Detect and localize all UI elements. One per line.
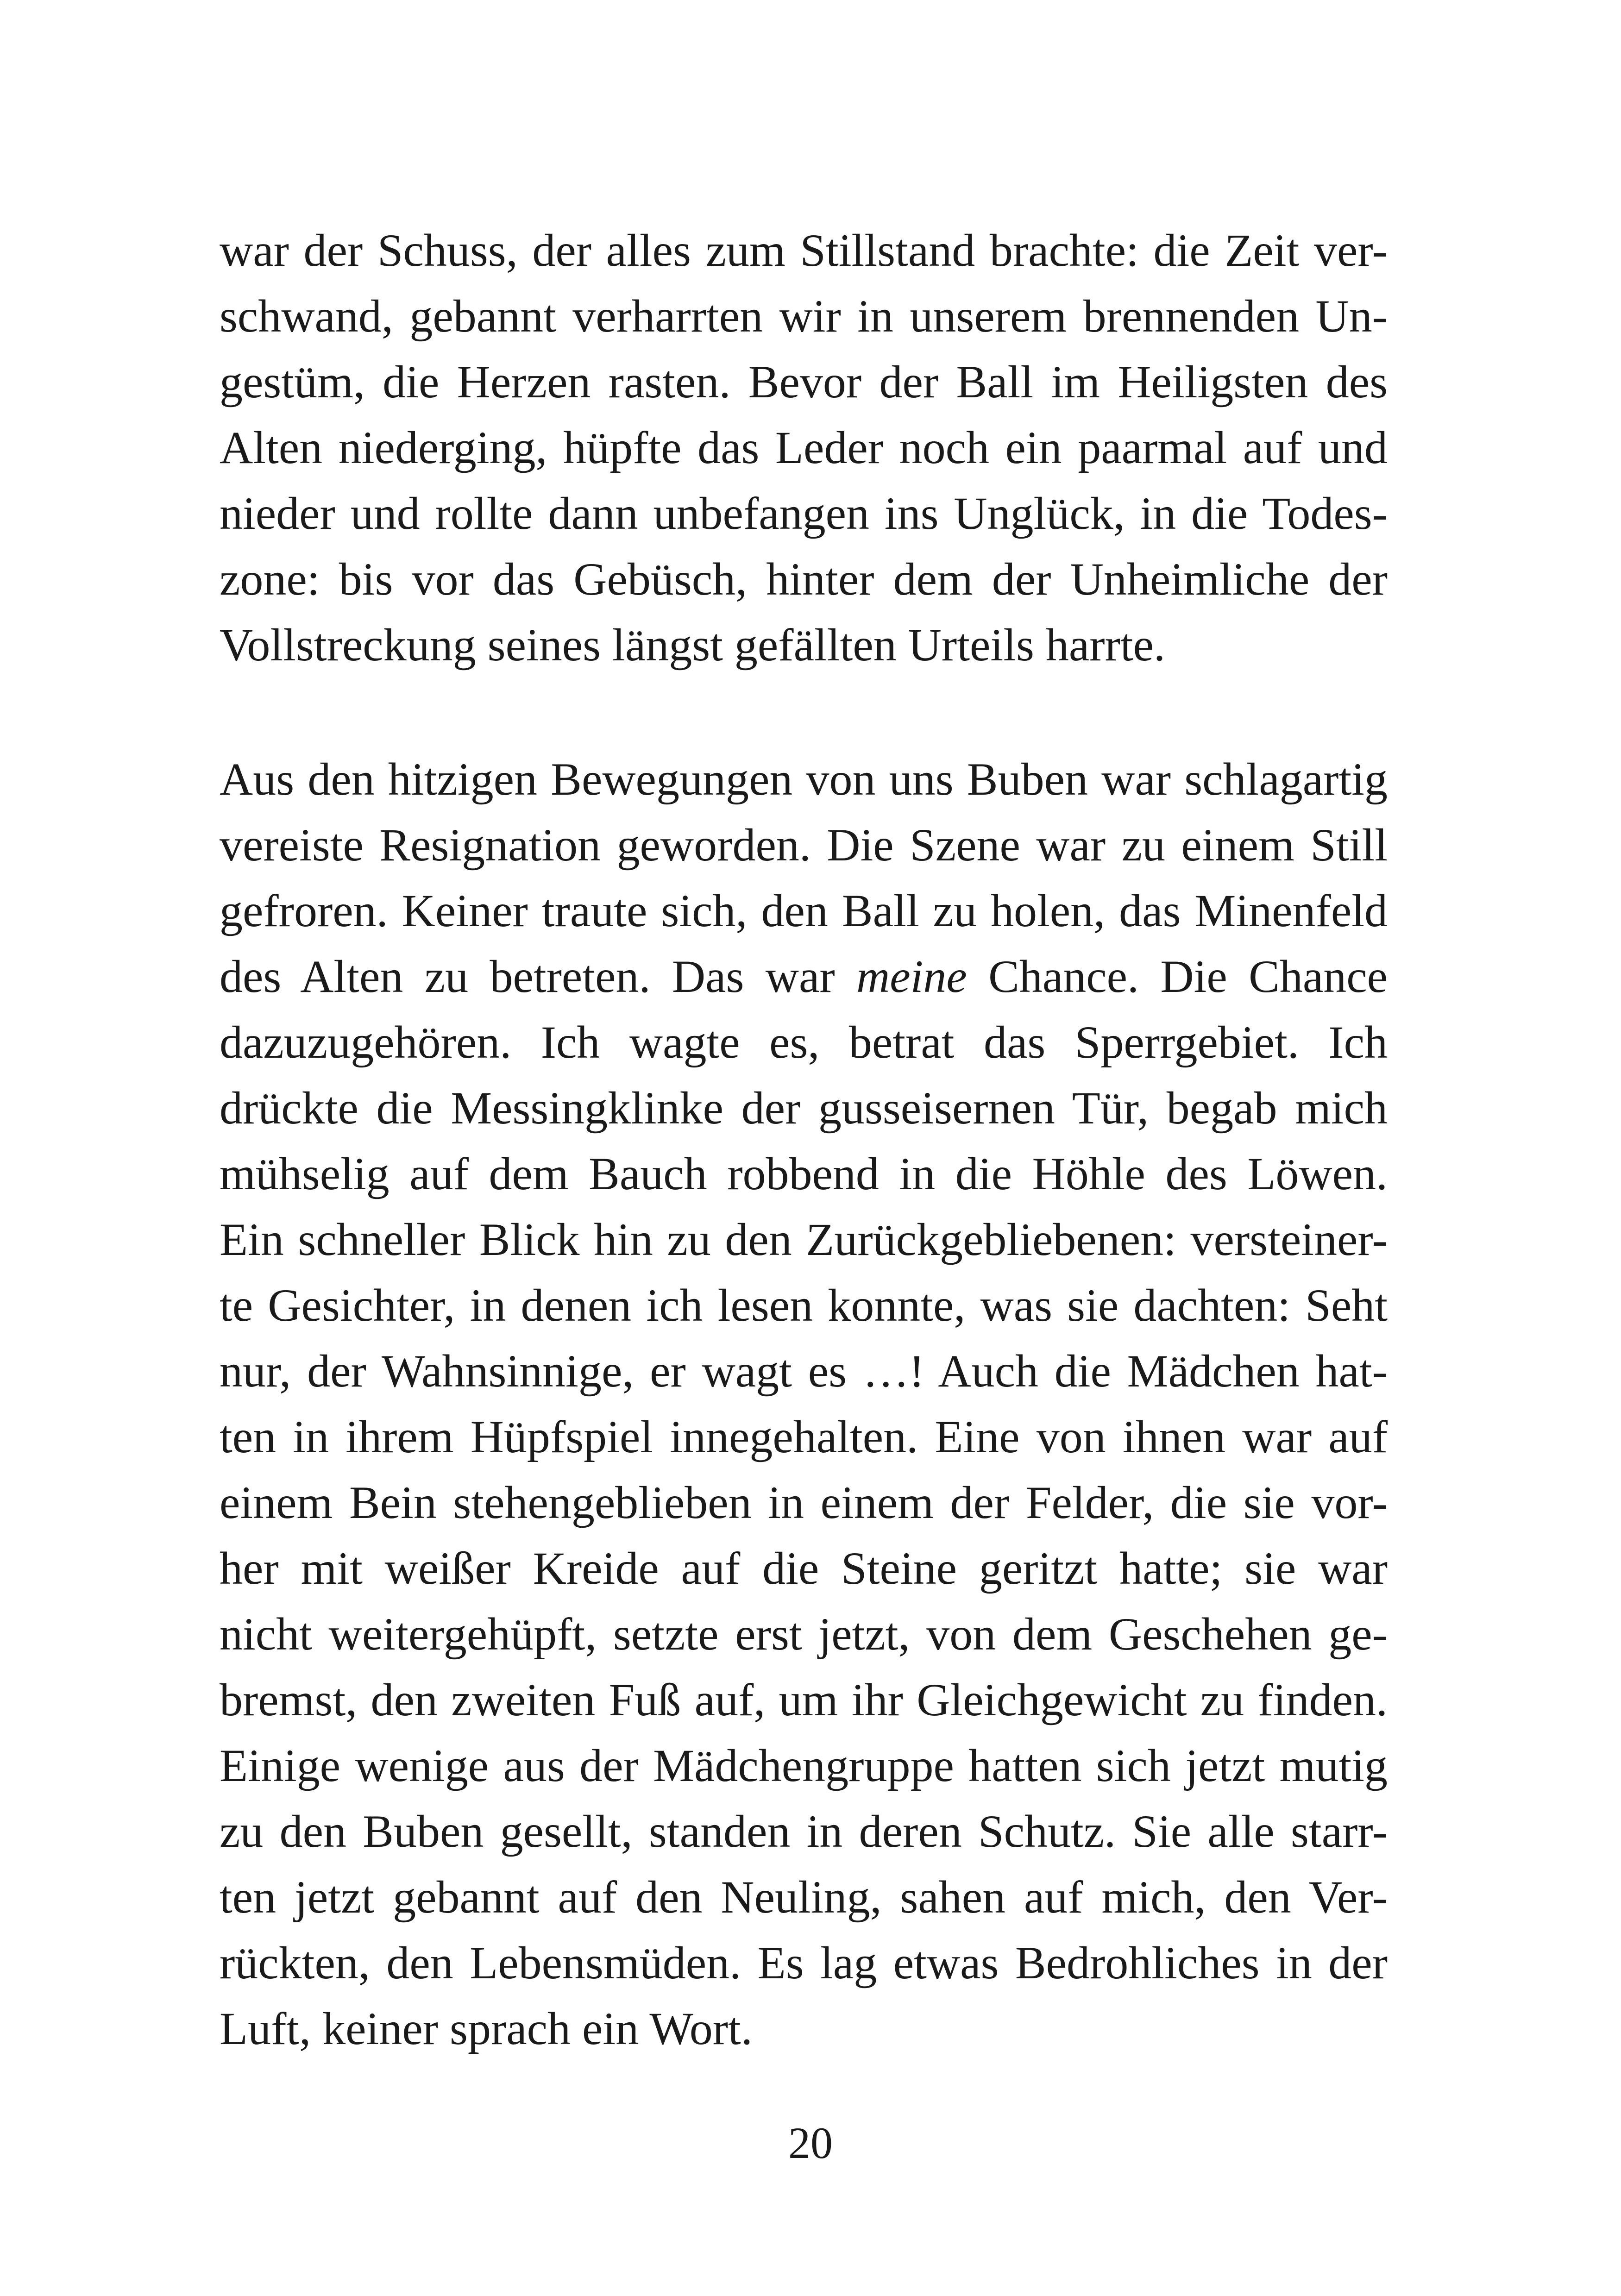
paragraph-2 <box>220 747 1388 2062</box>
text-line: Alten niederging, hüpfte das Leder noch ein paarmal auf und <box>220 422 1388 473</box>
text-line: nur, der Wahnsinnige, er wagt es …! Auch die Mädchen hat- <box>220 1345 1388 1397</box>
text-line: einem Bein stehengeblieben in einem der Felder, die sie vor- <box>220 1477 1388 1528</box>
text-line: Einige wenige aus der Mädchengruppe hatten sich jetzt mutig <box>220 1740 1388 1791</box>
text-line: war der Schuss, der alles zum Stillstand brachte: die Zeit ver- <box>220 225 1388 276</box>
line-text-after: Chance. Die Chance <box>967 951 1388 1002</box>
text-line: Aus den hitzigen Bewegungen von uns Buben war schlagartig <box>220 753 1388 805</box>
text-line: schwand, gebannt verharrten wir in unserem brennenden Un- <box>220 290 1388 342</box>
text-line: mühselig auf dem Bauch robbend in die Höhle des Löwen. <box>220 1148 1388 1199</box>
text-line: zone: bis vor das Gebüsch, hinter dem der Unheimliche der <box>220 553 1388 605</box>
text-line: ten in ihrem Hüpfspiel innegehalten. Eine von ihnen war auf <box>220 1411 1388 1462</box>
page-number: 20 <box>788 2118 833 2168</box>
text-line: gestüm, die Herzen rasten. Bevor der Ball im Heiligsten des <box>220 356 1388 408</box>
text-line: zu den Buben gesellt, standen in deren Schutz. Sie alle starr- <box>220 1806 1388 1857</box>
text-line: te Gesichter, in denen ich lesen konnte, was sie dachten: Seht <box>220 1280 1388 1331</box>
text-line: rückten, den Lebensmüden. Es lag etwas Bedrohliches in der <box>220 1937 1388 1989</box>
text-line: Vollstreckung seines längst gefällten Urteils harrte. <box>220 619 1166 671</box>
text-line: ten jetzt gebannt auf den Neuling, sahen auf mich, den Ver- <box>220 1871 1388 1923</box>
paragraph-1 <box>220 218 1388 678</box>
text-line: drückte die Messingklinke der gusseisernen Tür, begab mich <box>220 1082 1388 1134</box>
emphasized-word: meine <box>856 951 967 1002</box>
text-line: nicht weitergehüpft, setzte erst jetzt, von dem Geschehen ge- <box>220 1608 1388 1660</box>
text-line: vereiste Resignation geworden. Die Szene war zu einem Still <box>220 819 1388 871</box>
line-text-before: des Alten zu betreten. Das war <box>220 951 857 1002</box>
text-line: Ein schneller Blick hin zu den Zurückgebliebenen: versteiner- <box>220 1214 1388 1265</box>
text-line-with-emphasis <box>220 944 1388 1010</box>
text-line: dazuzugehören. Ich wagte es, betrat das Sperrgebiet. Ich <box>220 1016 1388 1068</box>
text-line: gefroren. Keiner traute sich, den Ball zu holen, das Minenfeld <box>220 885 1388 936</box>
text-line: nieder und rollte dann unbefangen ins Unglück, in die Todes- <box>220 488 1388 539</box>
text-line: bremst, den zweiten Fuß auf, um ihr Gleichgewicht zu finden. <box>220 1674 1388 1725</box>
text-line: her mit weißer Kreide auf die Steine geritzt hatte; sie war <box>220 1543 1388 1594</box>
text-line: Luft, keiner sprach ein Wort. <box>220 2003 753 2054</box>
